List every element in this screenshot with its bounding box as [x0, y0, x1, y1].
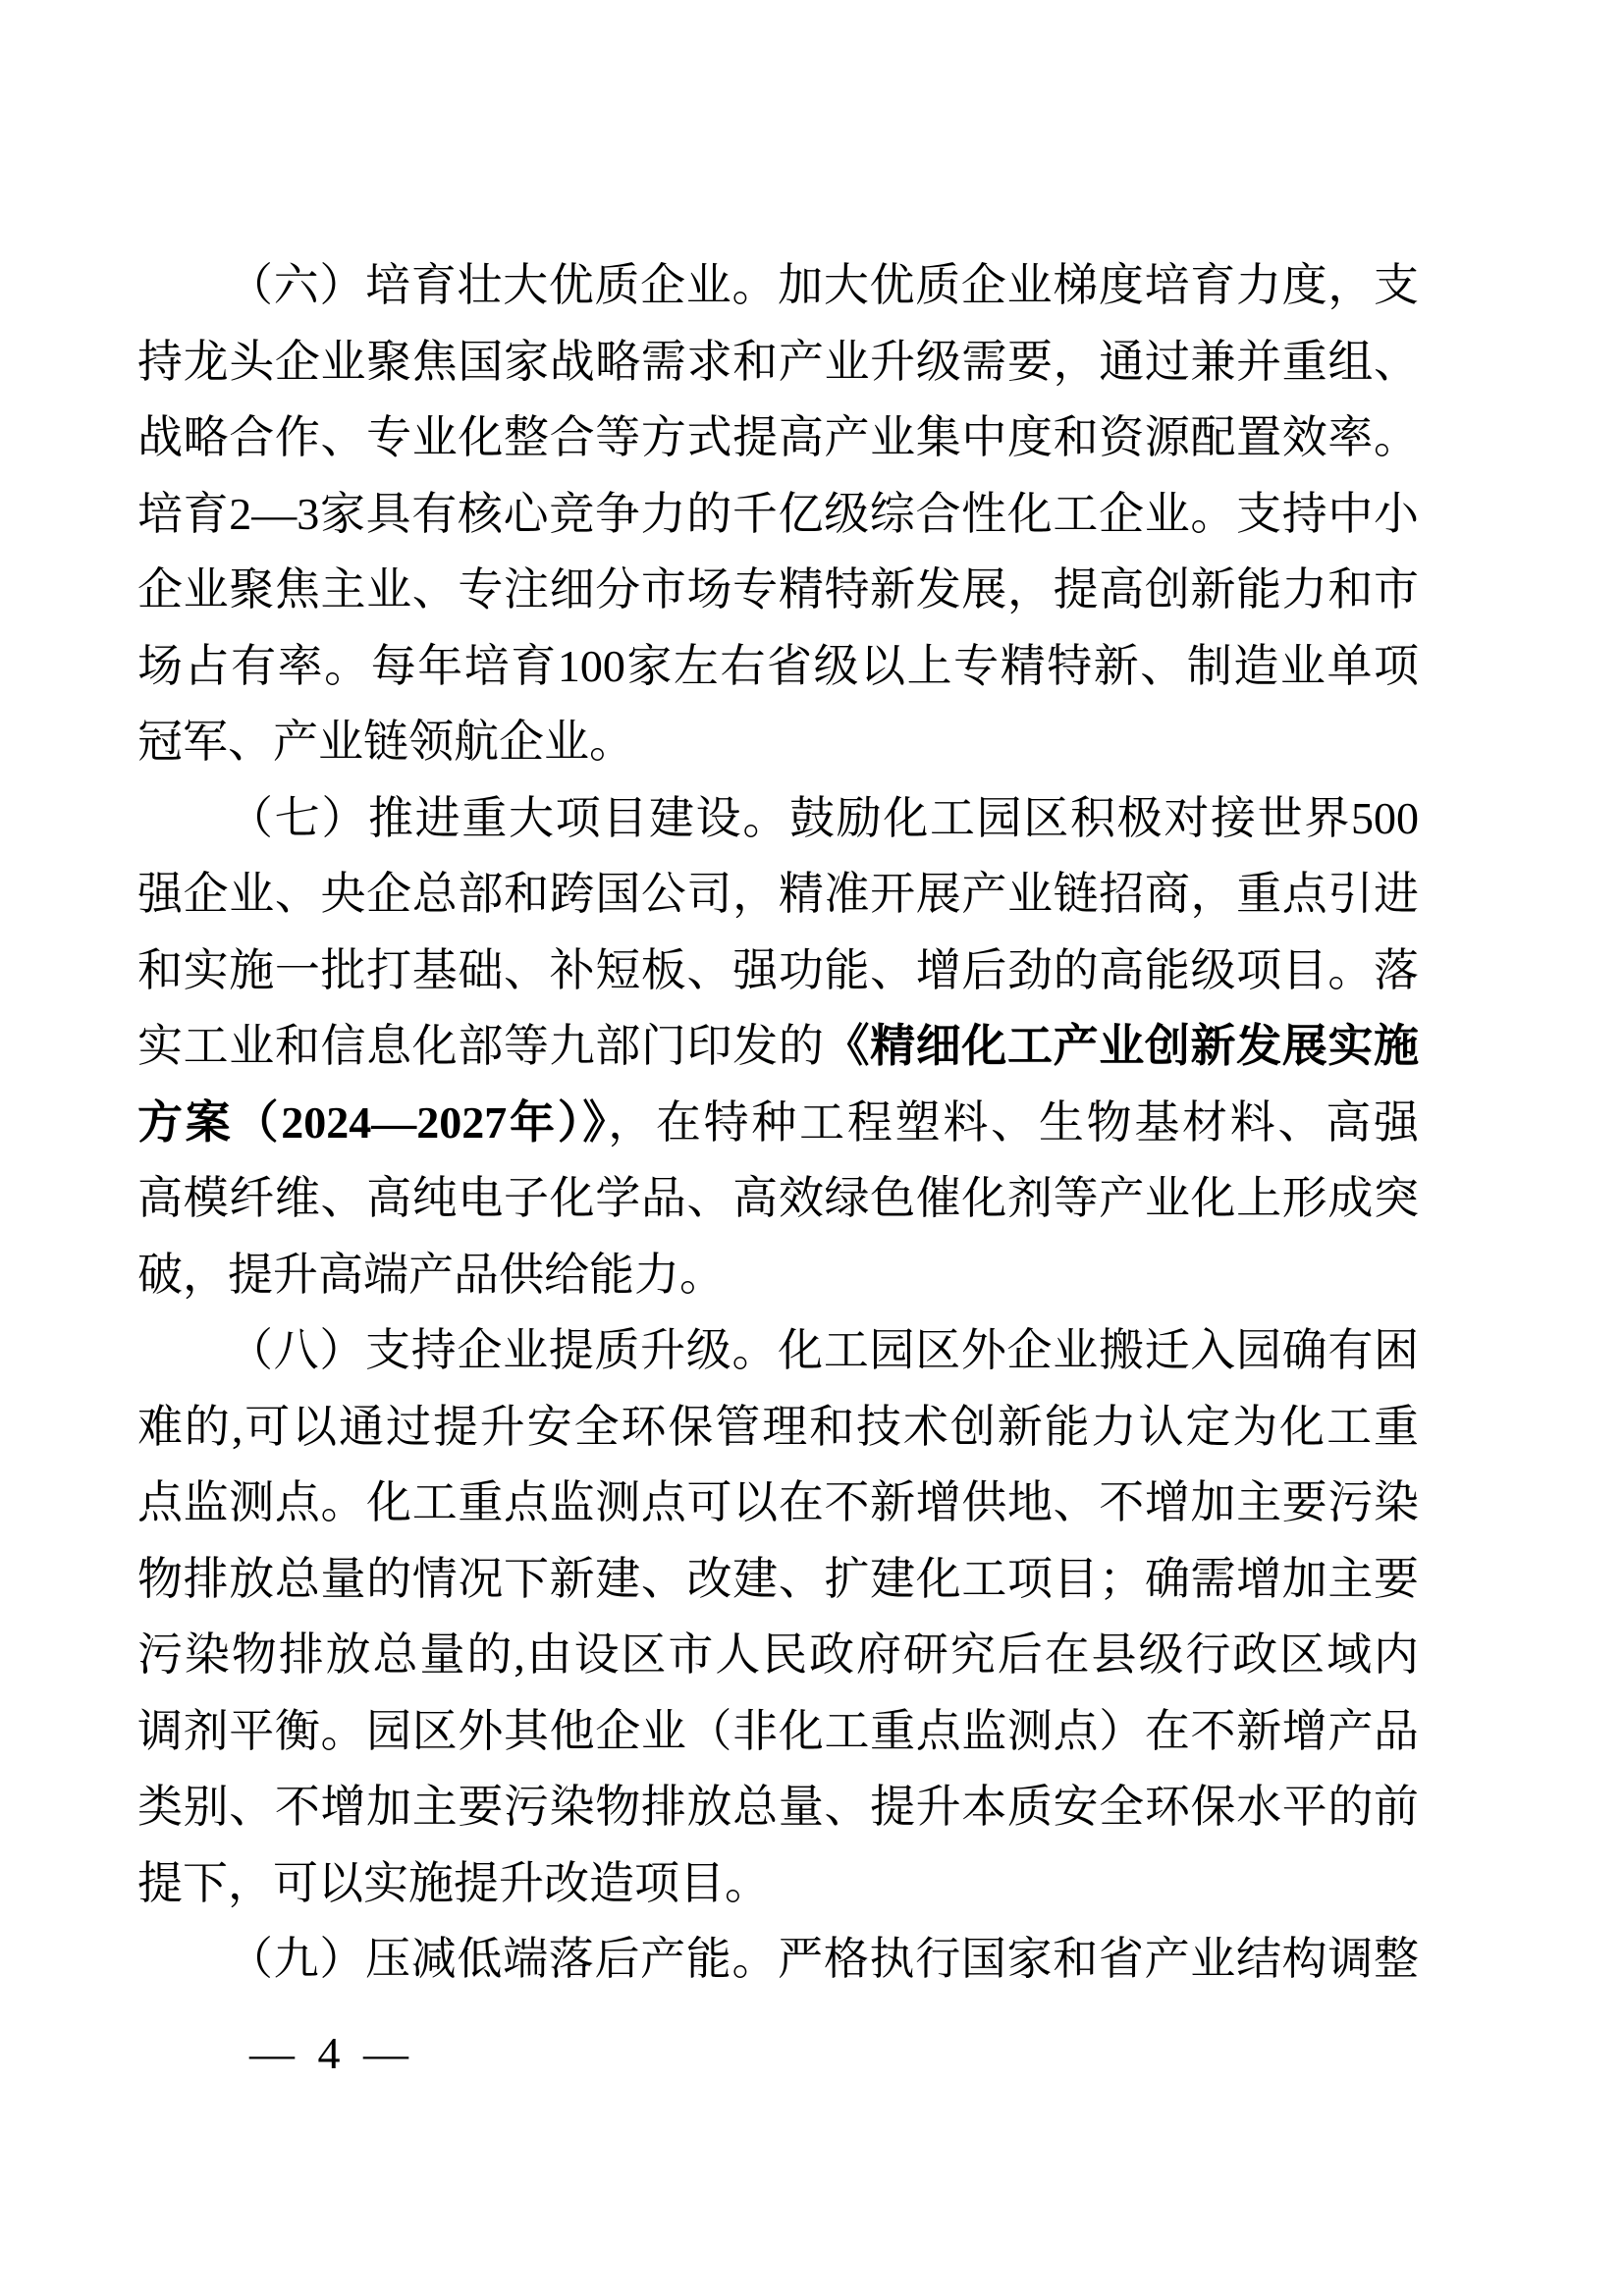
text-line: 高模纤维、高纯电子化学品、高效绿色催化剂等产业化上形成突	[137, 1173, 1419, 1223]
text-line: （八）支持企业提质升级。化工园区外企业搬迁入园确有困	[228, 1325, 1419, 1375]
text-line: 污染物排放总量的,由设区市人民政府研究后在县级行政区域内	[137, 1629, 1419, 1680]
text-line: 强企业、央企总部和跨国公司，精准开展产业链招商，重点引进	[137, 869, 1419, 919]
text-line: 物排放总量的情况下新建、改建、扩建化工项目；确需增加主要	[137, 1553, 1419, 1604]
paragraph	[137, 1312, 1419, 1921]
paragraph	[137, 780, 1419, 1313]
document-body	[137, 247, 1419, 1998]
text-segment: ，在特种工程塑料、生物基材料、高强	[608, 1096, 1420, 1148]
text-line: 提下，可以实施提升改造项目。	[137, 1857, 770, 1908]
text-line: 战略合作、专业化整合等方式提高产业集中度和资源配置效率。	[137, 412, 1419, 462]
text-line: （六）培育壮大优质企业。加大优质企业梯度培育力度，支	[228, 260, 1419, 310]
cited-document-title: 方案（2024—2027年）》	[137, 1096, 609, 1148]
text-line: 难的,可以通过提升安全环保管理和技术创新能力认定为化工重	[137, 1401, 1419, 1452]
text-line: 培育2—3家具有核心竞争力的千亿级综合性化工企业。支持中小	[137, 488, 1419, 539]
text-line: （七）推进重大项目建设。鼓励化工园区积极对接世界500	[228, 792, 1419, 843]
paragraph	[137, 1921, 1419, 1998]
text-line	[137, 1085, 1419, 1161]
page-footer	[249, 2024, 414, 2083]
text-line: 调剂平衡。园区外其他企业（非化工重点监测点）在不新增产品	[137, 1705, 1419, 1756]
page-number: — 4 —	[249, 2028, 414, 2078]
text-line: 场占有率。每年培育100家左右省级以上专精特新、制造业单项	[137, 640, 1419, 691]
text-line: 和实施一批打基础、补短板、强功能、增后劲的高能级项目。落	[137, 944, 1419, 995]
text-line: 类别、不增加主要污染物排放总量、提升本质安全环保水平的前	[137, 1782, 1419, 1832]
paragraph	[137, 247, 1419, 780]
text-line: 持龙头企业聚焦国家战略需求和产业升级需要，通过兼并重组、	[137, 336, 1419, 387]
text-line: （九）压减低端落后产能。严格执行国家和省产业结构调整	[228, 1934, 1419, 1984]
text-line: 点监测点。化工重点监测点可以在不新增供地、不增加主要污染	[137, 1477, 1419, 1527]
text-line	[137, 1008, 1419, 1085]
text-line: 破，提升高端产品供给能力。	[137, 1249, 725, 1300]
text-line: 企业聚焦主业、专注细分市场专精特新发展，提高创新能力和市	[137, 564, 1419, 614]
text-segment: 实工业和信息化部等九部门印发的	[137, 1021, 825, 1071]
cited-document-title: 《精细化工产业创新发展实施	[824, 1021, 1420, 1071]
text-line: 冠军、产业链领航企业。	[137, 717, 634, 767]
